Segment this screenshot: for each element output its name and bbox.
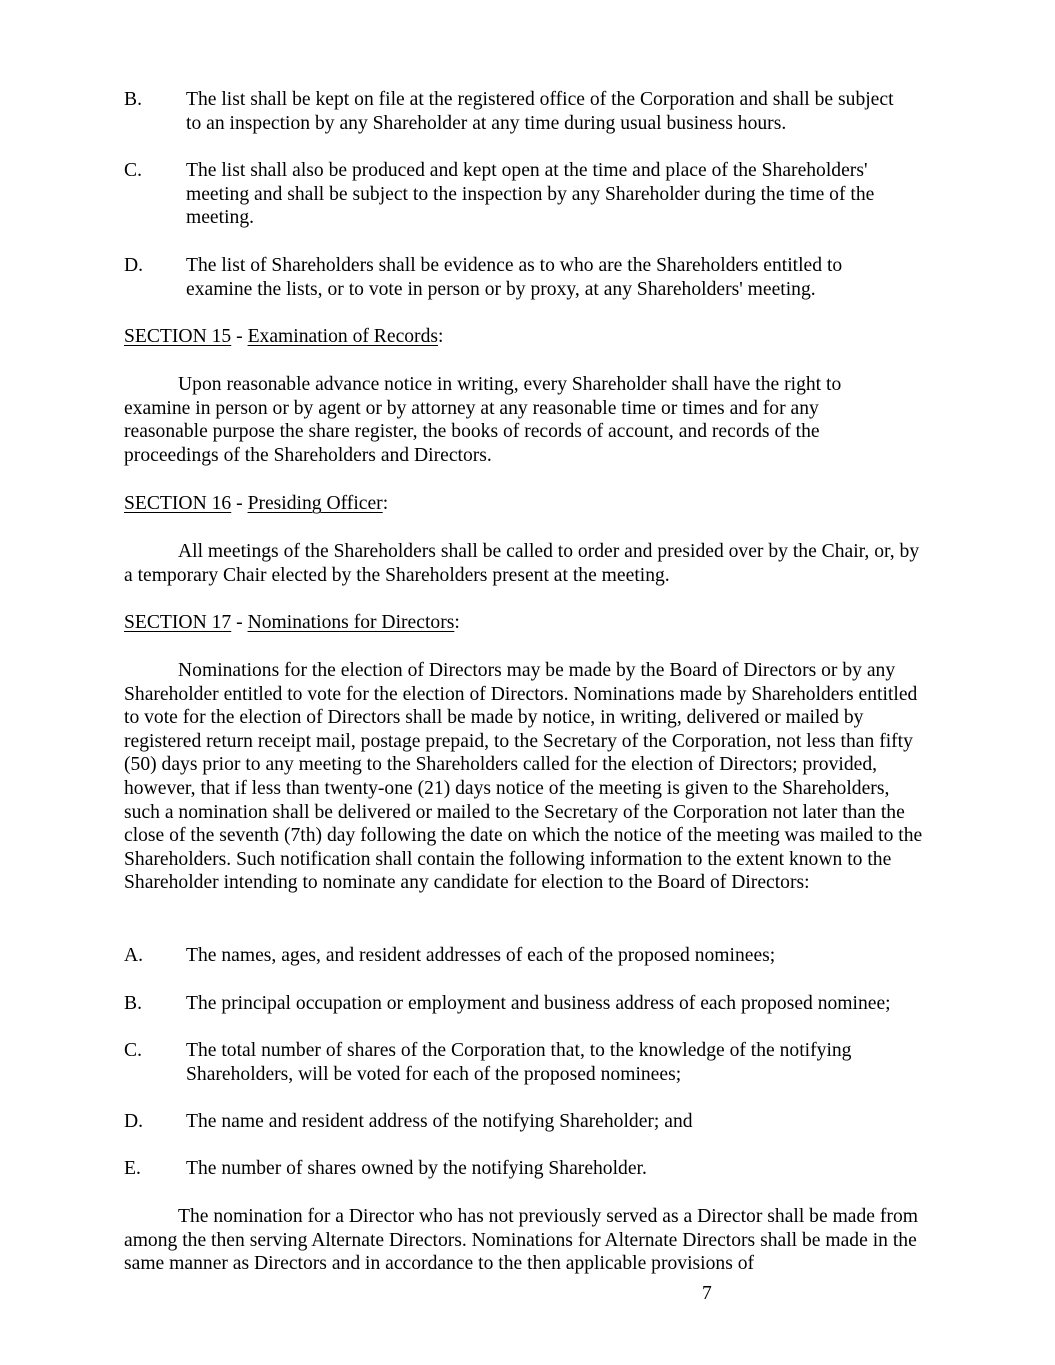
section-separator: - [231,326,248,347]
list-item-letter: C. [124,1040,142,1061]
list-item-b [124,88,904,135]
section-number: SECTION 15 [124,326,232,347]
list-item-letter: D. [124,1111,144,1132]
list-item-text: The list of Shareholders shall be evidence as to who are the Shareholders entitled to examine the lists, or to vote in person or by proxy, at any Shareholders' meeting. [186,255,843,300]
page-number: 7 [702,1283,712,1304]
list-item-letter: A. [124,945,144,966]
nomination-item-b [124,992,954,1016]
list-item-text: The list shall also be produced and kept open at the time and place of the Shareholders' meeting and shall be subject to the inspection by any Shareholder during the time of the meeting. [186,160,875,229]
list-item-letter: C. [124,160,142,181]
nomination-item-e [124,1157,934,1181]
list-item-text: The principal occupation or employment and business address of each proposed nominee; [186,993,891,1014]
list-item-text: The total number of shares of the Corporation that, to the knowledge of the notifying Shareholders, will be voted for each of the proposed nominees; [186,1040,852,1085]
section-15-body: Upon reasonable advance notice in writing, every Shareholder shall have the right to examine in person or by agent or by attorney at any reasonable time or times and for any reasonable purpose the share register, the books of records of account, and records of the proceedings of the Shareholders and Directors. [124,374,842,466]
section-15-heading [124,325,443,349]
nomination-item-c [124,1039,904,1086]
list-item-text: The list shall be kept on file at the registered office of the Corporation and shall be subject to an inspection by any Shareholder at any time during usual business hours. [186,89,894,134]
section-colon: : [438,326,444,347]
list-item-letter: B. [124,89,142,110]
list-item-text: The names, ages, and resident addresses of each of the proposed nominees; [186,945,776,966]
section-16-body: All meetings of the Shareholders shall be called to order and presided over by the Chair, or, by a temporary Chair elected by the Shareholders present at the meeting. [124,541,920,586]
section-colon: : [382,493,389,514]
section-title: Presiding Officer [247,493,383,514]
list-item-text: The number of shares owned by the notifying Shareholder. [186,1158,647,1179]
section-colon: : [454,612,460,633]
section-17-closing: The nomination for a Director who has not previously served as a Director shall be made from among the then serving Alternate Directors. Nominations for Alternate Directors shall be made in the same manner as Directors and in accordance to the then applicable provisions of [124,1206,918,1275]
list-item-letter: B. [124,993,142,1014]
section-16-heading [124,492,388,516]
section-separator: - [231,493,248,514]
nomination-item-d [124,1110,934,1134]
section-number: SECTION 17 [124,612,232,633]
section-separator: - [231,612,248,633]
section-number: SECTION 16 [124,493,232,514]
list-item-c [124,159,924,230]
section-title: Nominations for Directors [247,612,455,633]
list-item-letter: D. [124,255,144,276]
nomination-item-a [124,944,934,968]
list-item-text: The name and resident address of the notifying Shareholder; and [186,1111,693,1132]
section-17-body: Nominations for the election of Directors may be made by the Board of Directors or by any Shareholder entitled to vote for the election of Directors. Nominations made by Shareholders entitled to vote for the election of Directors shall be made by notice, in writing, delivered or mailed by registered return receipt mail, postage prepaid, to the Secretary of the Corporation, not less than fifty (50) days prior to any meeting to the Shareholders called for the election of Directors; provided, however, that if less than twenty-one (21) days notice of the meeting is given to the Shareholders, such a nomination shall be delivered or mailed to the Secretary of the Corporation not later than the close of the seventh (7th) day following the date on which the notice of the meeting was mailed to the Shareholders. Such notification shall contain the following information to the extent known to the Shareholder intending to nominate any candidate for election to the Board of Directors: [124,660,923,894]
section-title: Examination of Records [247,326,439,347]
list-item-d [124,254,904,301]
section-17-heading [124,611,460,635]
list-item-letter: E. [124,1158,141,1179]
